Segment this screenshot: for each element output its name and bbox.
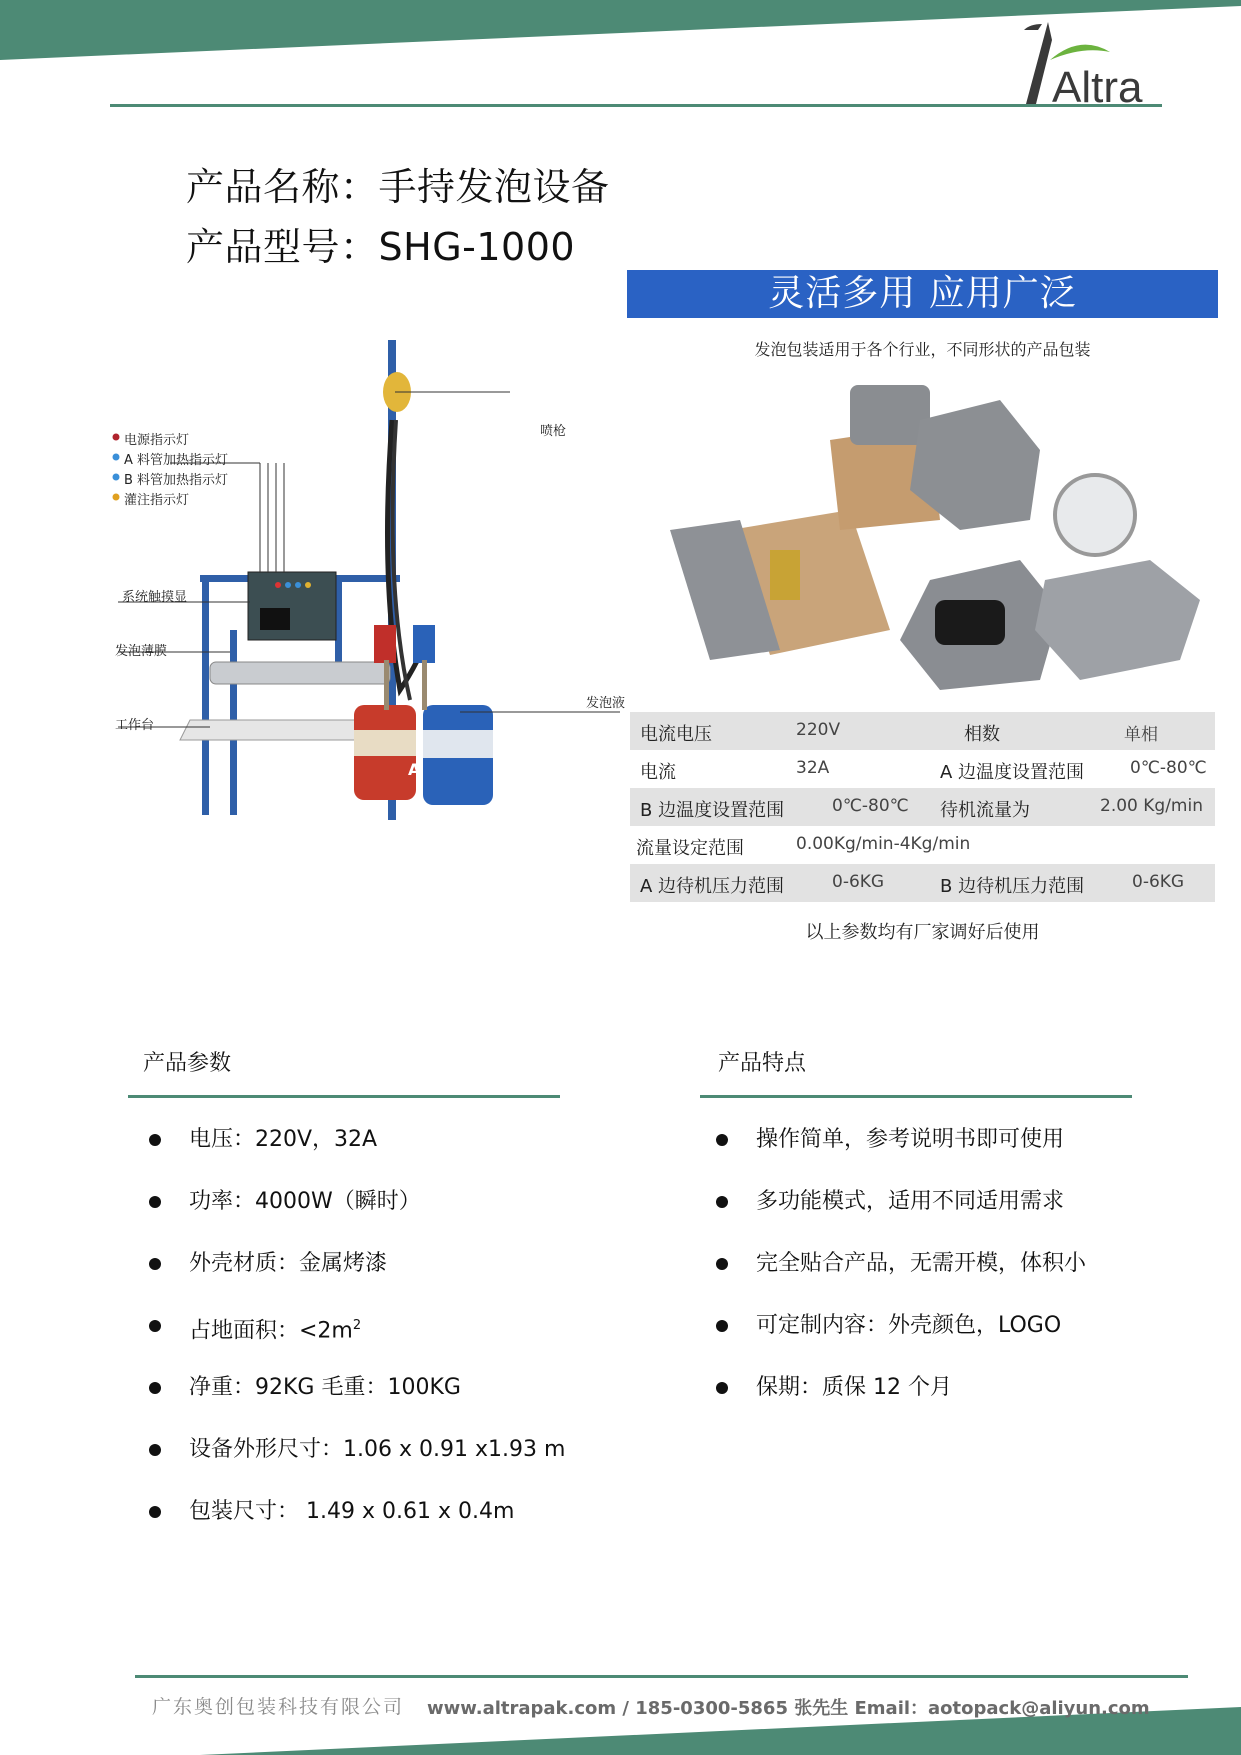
list-item xyxy=(712,1310,1086,1372)
bullet-icon xyxy=(716,1320,728,1332)
label-workbench: 工作台 xyxy=(115,718,155,733)
list-item xyxy=(145,1186,565,1248)
label-fill-light: 灌注指示灯 xyxy=(124,493,190,508)
barrel-b-letter: B xyxy=(492,766,505,785)
param-text: 功率：4000W（瞬时） xyxy=(189,1189,421,1214)
spec-cell: A 边温度设置范围 xyxy=(940,762,1085,783)
param-text: 电压：220V，32A xyxy=(189,1127,378,1152)
params-title: 产品参数 xyxy=(143,1051,232,1076)
params-rule xyxy=(128,1095,560,1098)
features-list xyxy=(712,1124,1086,1434)
params-list xyxy=(145,1124,565,1558)
list-item xyxy=(712,1248,1086,1310)
bullet-icon xyxy=(149,1320,161,1332)
spec-cell: 单相 xyxy=(1124,725,1158,745)
spec-cell: 2.00 Kg/min xyxy=(1100,796,1203,816)
application-subtitle: 发泡包装适用于各个行业，不同形状的产品包装 xyxy=(754,340,1091,359)
bullet-icon xyxy=(149,1506,161,1518)
bullet-icon xyxy=(716,1258,728,1270)
feature-text: 多功能模式，适用不同适用需求 xyxy=(756,1189,1065,1214)
list-item xyxy=(145,1310,565,1372)
spec-cell: 0℃-80℃ xyxy=(832,796,909,816)
bullet-icon xyxy=(149,1196,161,1208)
spec-cell: 220V xyxy=(796,720,841,740)
footer-company: 广东奥创包装科技有限公司 xyxy=(152,1696,405,1718)
feature-text: 完全贴合产品，无需开模，体积小 xyxy=(756,1251,1087,1276)
product-model: 产品型号：SHG-1000 xyxy=(186,225,576,269)
param-text: 包装尺寸： 1.49 x 0.61 x 0.4m xyxy=(189,1499,515,1524)
spec-cell: 电流 xyxy=(640,762,676,783)
features-rule xyxy=(700,1095,1132,1098)
feature-text: 可定制内容：外壳颜色，LOGO xyxy=(756,1313,1062,1338)
list-item xyxy=(145,1372,565,1434)
label-a-heat-light: A 料管加热指示灯 xyxy=(124,453,229,468)
bullet-icon xyxy=(149,1382,161,1394)
logo-text: Altra xyxy=(1052,63,1143,108)
machine-illustration xyxy=(110,330,630,840)
spec-cell: 待机流量为 xyxy=(940,800,1030,821)
param-text: 设备外形尺寸：1.06 x 0.91 x1.93 m xyxy=(189,1437,566,1462)
spec-cell: 相数 xyxy=(964,724,1000,745)
bullet-icon xyxy=(149,1444,161,1456)
altra-logo xyxy=(990,16,1150,108)
bullet-icon xyxy=(149,1258,161,1270)
features-title: 产品特点 xyxy=(718,1051,807,1076)
list-item xyxy=(145,1434,565,1496)
barrel-a-letter: A xyxy=(408,760,421,779)
table-row xyxy=(630,826,1215,864)
list-item xyxy=(712,1372,1086,1434)
gun-b-letter: B xyxy=(465,594,476,610)
table-row xyxy=(630,750,1215,788)
spec-cell: B 边温度设置范围 xyxy=(640,800,785,821)
spec-cell: 流量设定范围 xyxy=(636,838,744,859)
footer-rule xyxy=(135,1675,1188,1678)
param-text: 占地面积：<2m xyxy=(189,1318,353,1344)
param-text: 外壳材质：金属烤漆 xyxy=(189,1251,388,1276)
label-foam-film: 发泡薄膜 xyxy=(115,644,168,659)
table-row xyxy=(630,788,1215,826)
label-power-light: 电源指示灯 xyxy=(124,433,190,448)
spec-cell: 0-6KG xyxy=(832,872,885,892)
area-superscript: 2 xyxy=(352,1318,362,1333)
list-item xyxy=(712,1186,1086,1248)
spec-cell: 0℃-80℃ xyxy=(1130,758,1207,778)
list-item xyxy=(145,1496,565,1558)
spec-cell: A 边待机压力范围 xyxy=(640,876,785,897)
list-item xyxy=(145,1248,565,1310)
label-spray-gun: 喷枪 xyxy=(540,424,567,439)
spec-cell: B 边待机压力范围 xyxy=(940,876,1085,897)
list-item xyxy=(712,1124,1086,1186)
machine-drawing xyxy=(110,330,630,840)
footer-contact: www.altrapak.com / 185-0300-5865 张先生 Email：aotopack@aliyun.com xyxy=(427,1698,1150,1719)
bullet-icon xyxy=(149,1134,161,1146)
application-banner: 灵活多用 应用广泛 xyxy=(627,270,1218,318)
label-foam-liquid: 发泡液 xyxy=(586,696,626,711)
feature-text: 操作简单，参考说明书即可使用 xyxy=(756,1127,1065,1152)
bullet-icon xyxy=(716,1196,728,1208)
gun-a-letter: A xyxy=(406,594,417,610)
spec-cell: 电流电压 xyxy=(640,724,712,745)
feature-text: 保期：质保 12 个月 xyxy=(756,1375,952,1400)
bullet-icon xyxy=(716,1134,728,1146)
list-item xyxy=(145,1124,565,1186)
spec-table xyxy=(630,712,1215,902)
product-name: 产品名称：手持发泡设备 xyxy=(186,165,610,209)
label-b-heat-light: B 料管加热指示灯 xyxy=(124,473,229,488)
spec-note: 以上参数均有厂家调好后使用 xyxy=(805,922,1040,943)
foam-packaging-samples xyxy=(640,380,1220,710)
spec-cell: 0-6KG xyxy=(1132,872,1185,892)
table-row xyxy=(630,864,1215,902)
spec-cell: 32A xyxy=(796,758,830,778)
param-text: 净重：92KG 毛重：100KG xyxy=(189,1375,461,1400)
table-row xyxy=(630,712,1215,750)
bullet-icon xyxy=(716,1382,728,1394)
label-touch-display: 系统触摸显 xyxy=(122,590,188,605)
spec-cell: 0.00Kg/min-4Kg/min xyxy=(796,834,971,854)
